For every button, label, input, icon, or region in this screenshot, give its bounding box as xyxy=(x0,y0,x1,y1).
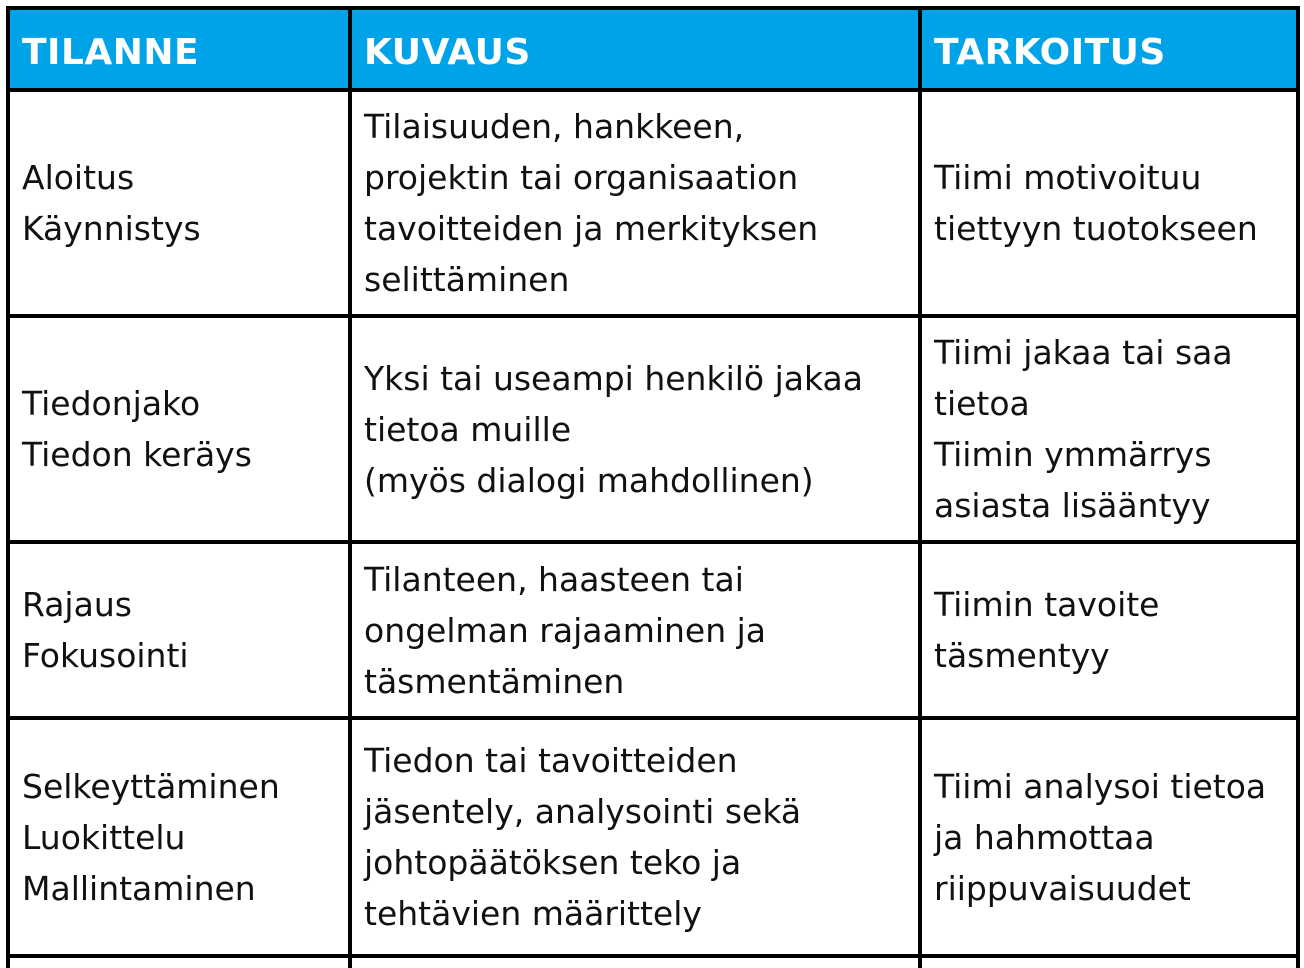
cell-line: Tiedon keräys xyxy=(22,435,252,474)
cell-line: Tiedonjako xyxy=(22,384,201,423)
header-kuvaus: KUVAUS xyxy=(350,8,920,90)
cell-tarkoitus xyxy=(920,718,1298,956)
cell-line: tietoa xyxy=(934,384,1030,423)
header-tilanne: TILANNE xyxy=(8,8,350,90)
cell-line: tavoitteiden ja merkityksen xyxy=(364,209,819,248)
cell-line: projektin tai organisaation xyxy=(364,158,799,197)
cell-line: (myös dialogi mahdollinen) xyxy=(364,460,814,500)
cell-kuvaus xyxy=(350,718,920,956)
cell-line: riippuvaisuudet xyxy=(934,868,1191,908)
cell-empty xyxy=(920,956,1298,968)
cell-line: asiasta lisääntyy xyxy=(934,486,1211,525)
cell-kuvaus xyxy=(350,542,920,718)
header-row xyxy=(8,8,1298,90)
cell-tarkoitus xyxy=(920,542,1298,718)
cell-line: täsmentäminen xyxy=(364,661,625,701)
cell-line: tehtävien määrittely xyxy=(364,894,702,933)
cell-line: Tiimin tavoite xyxy=(934,585,1160,624)
cell-tilanne xyxy=(8,718,350,956)
cell-line: Tilanteen, haasteen tai xyxy=(364,559,744,599)
table-row-partial xyxy=(8,956,1298,968)
cell-line: tietoa muille xyxy=(364,409,572,449)
cell-line: ongelman rajaaminen ja xyxy=(364,610,767,650)
cell-kuvaus xyxy=(350,316,920,542)
cell-tarkoitus xyxy=(920,316,1298,542)
cell-line: jäsentely, analysointi sekä xyxy=(364,792,802,831)
cell-kuvaus xyxy=(350,90,920,316)
table-row xyxy=(8,718,1298,956)
cell-line: Tiimi analysoi tietoa xyxy=(934,766,1267,806)
cell-line: Luokittelu xyxy=(22,817,186,857)
cell-line: Yksi tai useampi henkilö jakaa xyxy=(364,358,863,398)
cell-tilanne xyxy=(8,316,350,542)
table-row xyxy=(8,316,1298,542)
header-tarkoitus: TARKOITUS xyxy=(920,8,1298,90)
cell-line: Tiedon tai tavoitteiden xyxy=(364,741,738,780)
situation-table xyxy=(6,6,1300,968)
cell-empty xyxy=(350,956,920,968)
cell-line: Selkeyttäminen xyxy=(22,766,280,806)
cell-line: tiettyyn tuotokseen xyxy=(934,209,1258,248)
cell-empty xyxy=(8,956,350,968)
cell-line: Aloitus xyxy=(22,158,135,197)
table-row xyxy=(8,90,1298,316)
cell-line: Fokusointi xyxy=(22,636,189,675)
cell-tilanne xyxy=(8,90,350,316)
cell-line: johtopäätöksen teko ja xyxy=(364,843,742,882)
table-row xyxy=(8,542,1298,718)
cell-line: Käynnistys xyxy=(22,209,201,248)
cell-tarkoitus xyxy=(920,90,1298,316)
cell-line: täsmentyy xyxy=(934,636,1110,675)
cell-line: Tiimin ymmärrys xyxy=(934,435,1212,474)
cell-line: ja hahmottaa xyxy=(934,817,1155,857)
cell-line: Tiimi motivoituu xyxy=(934,158,1202,197)
cell-line: Tilaisuuden, hankkeen, xyxy=(364,107,745,146)
cell-line: selittäminen xyxy=(364,260,570,299)
cell-line: Rajaus xyxy=(22,585,132,624)
cell-line: Tiimi jakaa tai saa xyxy=(934,333,1233,372)
cell-tilanne xyxy=(8,542,350,718)
cell-line: Mallintaminen xyxy=(22,868,256,908)
